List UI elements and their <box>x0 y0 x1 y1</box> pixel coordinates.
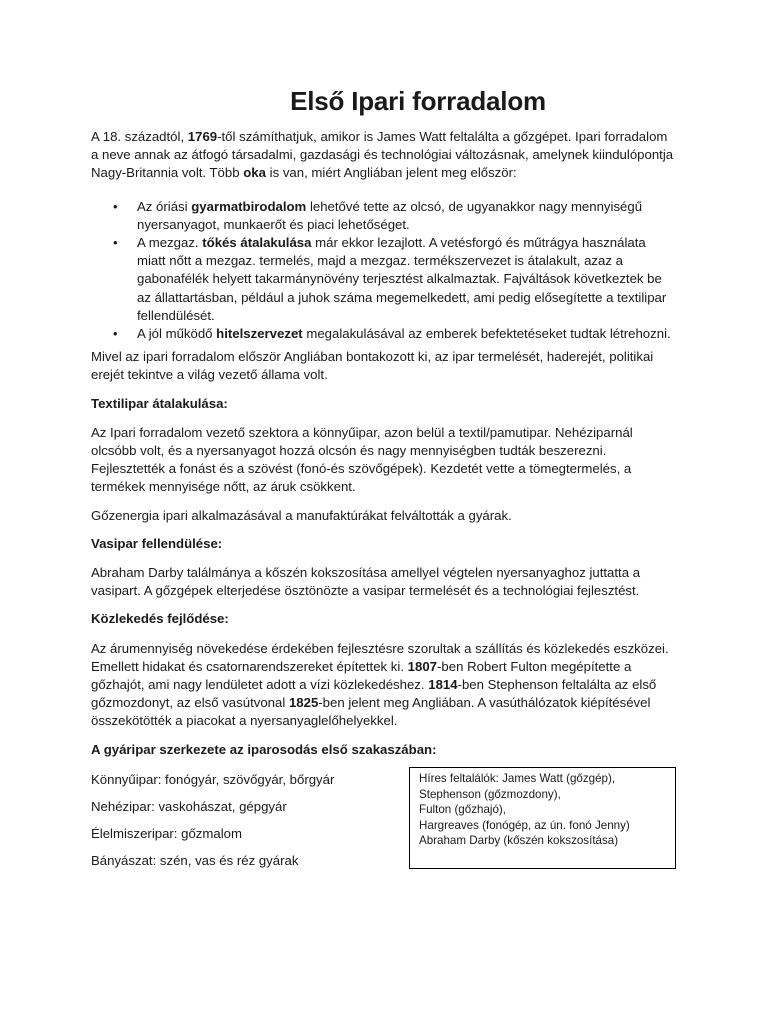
list-item-post: már ekkor lezajlott. A vetésforgó és műtrágya használata miatt nőtt a mezgaz. termelés, majd a mezgaz. termékszervezet is átalakult, azaz a gabonafélék helyett takarmánynövény terjesztést alkalmaztak. Fajváltások következtek be az állattartásban, például a juhok száma megemelkedett, ami pedig elősegítette a textilipar fellendülését. <box>137 235 667 323</box>
factory-item-mining: Bányászat: szén, vas és réz gyárak <box>91 852 299 868</box>
factory-item-food: Élelmiszeripar: gőzmalom <box>91 825 242 841</box>
intro-keyword: oka <box>243 165 266 181</box>
factory-item-heavy: Nehézipar: vaskohászat, gépgyár <box>91 798 287 814</box>
transport-heading: Közlekedés fejlődése: <box>91 611 229 627</box>
list-item-bold: hitelszervezet <box>216 326 303 342</box>
textile-heading: Textilipar átalakulása: <box>91 395 228 411</box>
list-item-pre: Az óriási <box>137 198 192 214</box>
bullet-icon: • <box>113 198 118 214</box>
intro-text: A 18. századtól, <box>91 129 188 144</box>
document-body <box>91 128 676 878</box>
list-item-post: megalakulásával az emberek befektetéseket tudtak létrehozni. <box>302 326 671 342</box>
list-item-text <box>137 198 676 234</box>
bullet-icon: • <box>113 326 118 342</box>
list-item-text <box>137 234 676 325</box>
inventors-text-box <box>409 767 676 869</box>
list-item-text <box>137 325 676 343</box>
transport-text: Az árumennyiség növekedése érdekében fejlesztésre szorultak a szállítás és közlekedés eszközei. Emellett hidakat és csatornarendszereket építettek ki. <box>91 640 669 674</box>
document-title: Első Ipari forradalom <box>290 86 546 116</box>
transport-year: 1807 <box>407 658 438 674</box>
inventors-line: Hargreaves (fonógép, az ún. fonó Jenny) <box>419 818 630 832</box>
intro-text: -től számíthatjuk, amikor is James Watt feltalálta a gőzgépet. Ipari forradalom a neve annak az átfogó társadalmi, gazdasági és technológiai változásnak, amelynek kiindulópontja Nagy-Britannia volt. Több <box>91 129 674 181</box>
intro-paragraph <box>91 128 676 183</box>
list-item <box>91 234 676 325</box>
list-item-bold: gyarmatbirodalom <box>191 198 307 214</box>
inventors-line: Híres feltalálók: James Watt (gőzgép), <box>419 772 616 785</box>
iron-heading: Vasipar fellendülése: <box>91 535 223 551</box>
list-item <box>91 198 676 234</box>
list-item-pre: A mezgaz. <box>137 235 203 251</box>
bullet-icon: • <box>113 235 118 251</box>
factory-heading: A gyáripar szerkezete az iparosodás első szakaszában: <box>91 741 437 757</box>
factory-item-light: Könnyűipar: fonógyár, szövőgyár, bőrgyár <box>91 771 335 787</box>
intro-text: is van, miért Angliában jelent meg először: <box>265 165 517 181</box>
inventors-line: Stephenson (gőzmozdony), <box>419 787 561 801</box>
list-item <box>91 325 676 343</box>
transport-text: -ben Robert Fulton megépítette a gőzhajót, ami nagy lendületet adott a vízi közlekedéshez. <box>91 658 632 693</box>
transport-text: -ben jelent meg Angliában. A vasúthálózatok kiépítésével összekötötték a piacokat a nyersanyaglelőhelyekkel. <box>91 695 651 729</box>
intro-year: 1769 <box>187 129 218 144</box>
inventors-line: Fulton (gőzhajó), <box>419 803 506 816</box>
inventors-line: Abraham Darby (kőszén kokszosítása) <box>419 834 619 847</box>
list-item-bold: tőkés átalakulása <box>202 235 312 251</box>
england-paragraph: Mivel az ipari forradalom először Angliában bontakozott ki, az ipar termelését, haderejét, politikai erejét tekintve a világ vezető állama volt. <box>91 349 654 383</box>
causes-list <box>91 198 676 344</box>
iron-paragraph: Abraham Darby találmánya a kőszén kokszosítása amellyel végtelen nyersanyaghoz juttatta a vasipart. A gőzgépek elterjedése ösztönözte a vasipar termelését és a technológiai fejlesztést. <box>91 565 641 599</box>
steam-paragraph: Gőzenergia ipari alkalmazásával a manufaktúrákat felváltották a gyárak. <box>91 507 512 523</box>
textile-paragraph: Az Ipari forradalom vezető szektora a könnyűipar, azon belül a textil/pamutipar. Nehéziparnál olcsóbb volt, és a nyersanyagot hozzá olcsón és nagy mennyiségben tudták beszerezni. Fejlesztették a fonást és a szövést (fonó-és szövőgépek). Kezdetét vette a tömegtermelés, a termékek mennyisége nőtt, az áruk csökkent. <box>91 424 633 495</box>
list-item-pre: A jól működő <box>137 326 217 342</box>
transport-paragraph <box>91 640 676 731</box>
transport-year: 1825 <box>288 695 319 711</box>
list-item-post: lehetővé tette az olcsó, de ugyanakkor nagy mennyiségű nyersanyagot, munkaerőt és piaci lehetőséget. <box>137 198 643 232</box>
transport-year: 1814 <box>428 677 458 693</box>
transport-text: -ben Stephenson feltalálta az első gőzmozdonyt, az első vasútvonal <box>91 677 657 711</box>
